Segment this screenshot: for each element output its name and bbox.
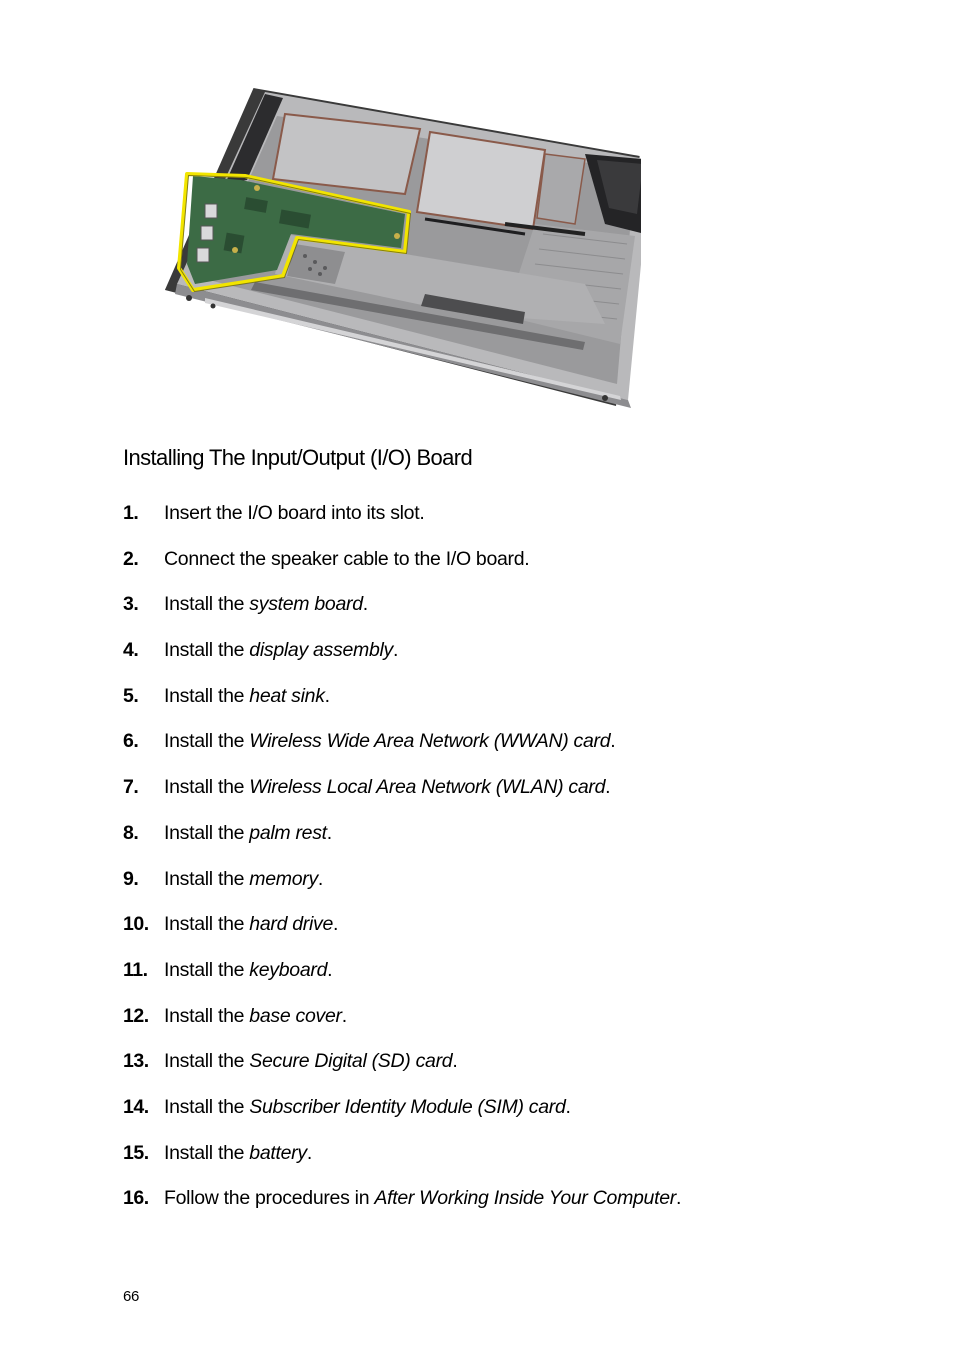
step-text <box>164 635 398 665</box>
step-item <box>123 1092 681 1138</box>
step-number: 13. <box>123 1050 149 1073</box>
step-text <box>164 909 338 939</box>
step-item <box>123 1138 681 1184</box>
step-link[interactable]: hard drive <box>249 913 334 936</box>
step-number: 3. <box>123 593 139 616</box>
step-link[interactable]: After Working Inside Your Computer <box>374 1187 676 1210</box>
step-text <box>164 1001 347 1031</box>
step-text-before: Install the <box>164 1050 250 1073</box>
step-text-before: Install the <box>164 958 250 981</box>
step-text <box>164 681 330 711</box>
step-number: 9. <box>123 867 139 890</box>
step-link[interactable]: Subscriber Identity Module (SIM) card <box>249 1095 566 1118</box>
step-text <box>164 772 610 802</box>
step-item <box>123 1046 681 1092</box>
step-text-after: . <box>324 684 330 707</box>
step-text-after: . <box>341 1004 347 1027</box>
step-text-after: . <box>306 1141 312 1164</box>
step-text-before: Connect the speaker cable to the I/O board. <box>164 547 530 570</box>
step-text-before: Install the <box>164 1004 250 1027</box>
step-item <box>123 635 681 681</box>
step-text-before: Install the <box>164 1095 250 1118</box>
step-item <box>123 909 681 955</box>
step-item <box>123 1001 681 1047</box>
step-number: 10. <box>123 913 149 936</box>
step-number: 11. <box>123 958 148 981</box>
step-item <box>123 544 681 590</box>
step-text-after: . <box>452 1050 458 1073</box>
step-number: 14. <box>123 1095 149 1118</box>
step-text-before: Install the <box>164 867 250 890</box>
step-number: 1. <box>123 502 139 524</box>
step-link[interactable]: battery <box>249 1141 307 1164</box>
step-text-after: . <box>392 639 399 662</box>
step-text <box>164 864 323 894</box>
step-item <box>123 589 681 635</box>
step-text-after: . <box>326 821 332 844</box>
step-item <box>123 864 681 910</box>
step-text-before: Install the <box>164 684 250 707</box>
step-text-after: . <box>610 730 616 753</box>
step-link[interactable]: display assembly <box>249 639 393 662</box>
step-link[interactable]: Wireless Local Area Network (WLAN) card <box>249 776 606 799</box>
step-text-before: Install the <box>164 821 250 844</box>
step-text-after: . <box>362 593 368 616</box>
step-text <box>164 1183 681 1213</box>
step-text-after: . <box>333 913 339 936</box>
step-item <box>123 1183 681 1229</box>
step-link[interactable]: palm rest <box>249 821 327 844</box>
steps-list <box>123 498 681 1229</box>
step-text-before: Install the <box>164 776 250 799</box>
step-number: 4. <box>123 639 139 662</box>
step-text <box>164 498 424 528</box>
step-text-after: . <box>317 867 324 890</box>
step-number: 6. <box>123 730 139 753</box>
step-text <box>164 589 368 619</box>
step-text-before: Follow the procedures in <box>164 1187 375 1210</box>
step-text-after: . <box>675 1187 682 1210</box>
step-number: 5. <box>123 684 139 707</box>
step-text <box>164 1092 571 1122</box>
step-item <box>123 772 681 818</box>
step-link[interactable]: memory <box>249 867 318 890</box>
step-link[interactable]: Secure Digital (SD) card <box>249 1050 453 1073</box>
step-item <box>123 726 681 772</box>
step-link[interactable]: Wireless Wide Area Network (WWAN) card <box>249 730 611 753</box>
step-text-before: Install the <box>164 913 250 936</box>
step-text-after: . <box>327 958 333 981</box>
step-number: 7. <box>123 776 139 799</box>
step-item <box>123 681 681 727</box>
step-item <box>123 955 681 1001</box>
step-text-after: . <box>605 776 611 799</box>
step-text-before: Install the <box>164 593 250 616</box>
step-text-before: Install the <box>164 730 250 753</box>
step-item <box>123 498 681 544</box>
step-number: 16. <box>123 1187 149 1210</box>
step-link[interactable]: system board <box>249 593 363 616</box>
step-text <box>164 1046 457 1076</box>
laptop-base-io-board-photo <box>165 84 641 410</box>
step-number: 8. <box>123 821 139 844</box>
step-text <box>164 955 332 985</box>
section-title: Installing The Input/Output (I/O) Board <box>123 445 473 470</box>
step-text <box>164 818 332 848</box>
step-link[interactable]: base cover <box>249 1004 342 1027</box>
step-number: 15. <box>123 1141 149 1164</box>
step-text-before: Insert the I/O board into its slot. <box>164 502 425 524</box>
step-number: 12. <box>123 1004 149 1027</box>
step-item <box>123 818 681 864</box>
page-number: 66 <box>123 1288 140 1305</box>
step-text <box>164 544 529 574</box>
step-link[interactable]: keyboard <box>249 958 328 981</box>
io-board-figure <box>165 84 641 410</box>
step-text <box>164 1138 312 1168</box>
step-number: 2. <box>123 547 139 570</box>
step-text-before: Install the <box>164 1141 250 1164</box>
step-text-before: Install the <box>164 639 250 662</box>
step-text-after: . <box>565 1095 571 1118</box>
step-text <box>164 726 615 756</box>
step-link[interactable]: heat sink <box>249 684 325 707</box>
